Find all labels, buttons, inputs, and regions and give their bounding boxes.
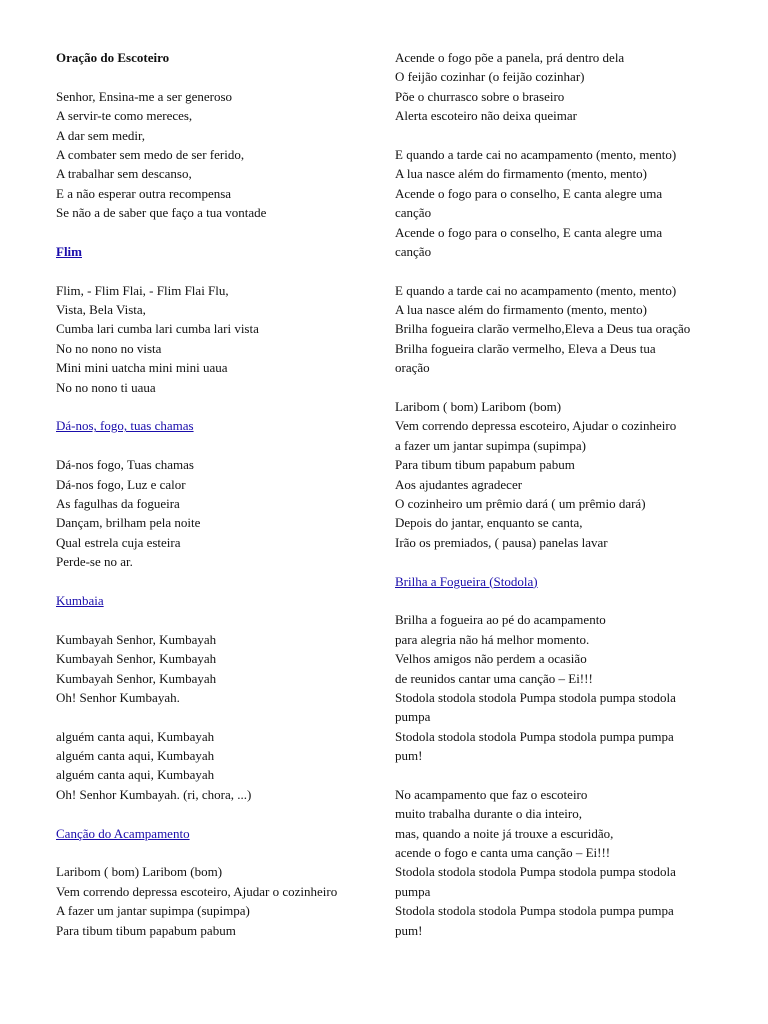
text-line: A trabalhar sem descanso,	[56, 166, 192, 182]
text-line: E quando a tarde cai no acampamento (mento, mento)	[395, 146, 677, 162]
text-line: pumpa	[395, 709, 431, 725]
text-line: A fazer um jantar supimpa (supimpa)	[56, 903, 250, 919]
text-line: alguém canta aqui, Kumbayah	[56, 748, 215, 764]
text-line: No no nono ti uaua	[56, 379, 156, 395]
text-line: alguém canta aqui, Kumbayah	[56, 728, 215, 744]
text-line: A combater sem medo de ser ferido,	[56, 146, 245, 162]
text-line: Cumba lari cumba lari cumba lari vista	[56, 321, 259, 337]
text-line: As fagulhas da fogueira	[56, 495, 180, 511]
text-line: Depois do jantar, enquanto se canta,	[395, 515, 583, 531]
prayer-title: Oração do Escoteiro	[56, 50, 170, 65]
text-line: Vista, Bela Vista,	[56, 302, 146, 318]
text-line: Brilha a fogueira ao pé do acampamento	[395, 612, 606, 628]
brilha-fogueira-stanza-2	[395, 785, 720, 940]
left-column	[56, 48, 376, 940]
danos-fogo-song-link[interactable]: Dá-nos, fogo, tuas chamas	[56, 418, 194, 434]
text-line: Aos ajudantes agradecer	[395, 476, 523, 492]
text-line: Brilha fogueira clarão vermelho,Eleva a Deus tua oração	[395, 321, 691, 337]
text-line: Senhor, Ensina-me a ser generoso	[56, 88, 233, 104]
text-line: alguém canta aqui, Kumbayah	[56, 767, 215, 783]
cancao-acampamento-stanza-4	[395, 281, 720, 378]
text-line: Kumbayah Senhor, Kumbayah	[56, 651, 217, 667]
cancao-acampamento-lyrics	[56, 862, 376, 940]
text-line: Acende o fogo para o conselho, E canta alegre uma	[395, 185, 663, 201]
text-line: No no nono no vista	[56, 340, 162, 356]
text-line: Dá-nos fogo, Tuas chamas	[56, 457, 194, 473]
text-line: mas, quando a noite já trouxe a escuridão,	[395, 825, 614, 841]
text-line: Oh! Senhor Kumbayah.	[56, 689, 180, 705]
text-line: Mini mini uatcha mini mini uaua	[56, 360, 228, 376]
text-line: A lua nasce além do firmamento (mento, mento)	[395, 302, 647, 318]
text-line: Acende o fogo para o conselho, E canta alegre uma	[395, 224, 663, 240]
text-line: No acampamento que faz o escoteiro	[395, 786, 588, 802]
text-line: Para tibum tibum papabum pabum	[395, 457, 575, 473]
text-line: O cozinheiro um prêmio dará ( um prêmio dará)	[395, 495, 646, 511]
text-line: Stodola stodola stodola Pumpa stodola pumpa stodola	[395, 689, 676, 705]
text-line: Stodola stodola stodola Pumpa stodola pumpa stodola	[395, 864, 676, 880]
text-line: Laribom ( bom) Laribom (bom)	[395, 399, 562, 415]
cancao-acampamento-stanza-5	[395, 397, 720, 552]
text-line: para alegria não há melhor momento.	[395, 631, 590, 647]
text-line: Se não a de saber que faço a tua vontade	[56, 205, 267, 221]
text-line: Stodola stodola stodola Pumpa stodola pumpa pumpa	[395, 728, 674, 744]
text-line: Laribom ( bom) Laribom (bom)	[56, 864, 223, 880]
text-line: A dar sem medir,	[56, 127, 146, 143]
right-column	[395, 48, 720, 940]
flim-song-link[interactable]: Flim	[56, 243, 82, 259]
kumbaia-lyrics-stanza-1	[56, 630, 376, 708]
brilha-fogueira-song-link[interactable]: Brilha a Fogueira (Stodola)	[395, 573, 538, 589]
kumbaia-song-link[interactable]: Kumbaia	[56, 592, 104, 608]
text-line: Oh! Senhor Kumbayah. (ri, chora, ...)	[56, 786, 252, 802]
text-line: pum!	[395, 748, 423, 764]
text-line: A servir-te como mereces,	[56, 108, 193, 124]
text-line: Perde-se no ar.	[56, 554, 133, 570]
text-line: Kumbayah Senhor, Kumbayah	[56, 631, 217, 647]
text-line: Para tibum tibum papabum pabum	[56, 922, 236, 938]
text-line: O feijão cozinhar (o feijão cozinhar)	[395, 69, 585, 85]
text-line: muito trabalha durante o dia inteiro,	[395, 806, 582, 822]
text-line: canção	[395, 205, 432, 221]
text-line: Kumbayah Senhor, Kumbayah	[56, 670, 217, 686]
cancao-acampamento-song-link[interactable]: Canção do Acampamento	[56, 825, 190, 841]
text-line: Põe o churrasco sobre o braseiro	[395, 88, 565, 104]
text-line: Velhos amigos não perdem a ocasião	[395, 651, 587, 667]
text-line: oração	[395, 360, 430, 376]
text-line: pum!	[395, 922, 423, 938]
text-line: Alerta escoteiro não deixa queimar	[395, 108, 577, 124]
text-line: Flim, - Flim Flai, - Flim Flai Flu,	[56, 282, 229, 298]
text-line: Dançam, brilham pela noite	[56, 515, 201, 531]
text-line: Acende o fogo põe a panela, prá dentro dela	[395, 50, 625, 65]
text-line: Brilha fogueira clarão vermelho, Eleva a Deus tua	[395, 340, 656, 356]
text-line: canção	[395, 243, 432, 259]
prayer-text	[56, 87, 376, 223]
danos-fogo-lyrics	[56, 455, 376, 571]
text-line: pumpa	[395, 883, 431, 899]
text-line: a fazer um jantar supimpa (supimpa)	[395, 437, 586, 453]
text-line: Irão os premiados, ( pausa) panelas lavar	[395, 534, 608, 550]
flim-lyrics	[56, 281, 376, 397]
text-line: de reunidos cantar uma canção – Ei!!!	[395, 670, 593, 686]
cancao-acampamento-stanza-2	[395, 48, 720, 126]
text-line: Vem correndo depressa escoteiro, Ajudar o cozinheiro	[56, 883, 338, 899]
text-line: Qual estrela cuja esteira	[56, 534, 181, 550]
brilha-fogueira-stanza-1	[395, 610, 720, 765]
cancao-acampamento-stanza-3	[395, 145, 720, 261]
text-line: acende o fogo e canta uma canção – Ei!!!	[395, 845, 611, 861]
text-line: Vem correndo depressa escoteiro, Ajudar o cozinheiro	[395, 418, 677, 434]
text-line: Stodola stodola stodola Pumpa stodola pumpa pumpa	[395, 903, 674, 919]
text-line: A lua nasce além do firmamento (mento, mento)	[395, 166, 647, 182]
kumbaia-lyrics-stanza-2	[56, 727, 376, 805]
text-line: E quando a tarde cai no acampamento (mento, mento)	[395, 282, 677, 298]
text-line: E a não esperar outra recompensa	[56, 185, 232, 201]
text-line: Dá-nos fogo, Luz e calor	[56, 476, 186, 492]
